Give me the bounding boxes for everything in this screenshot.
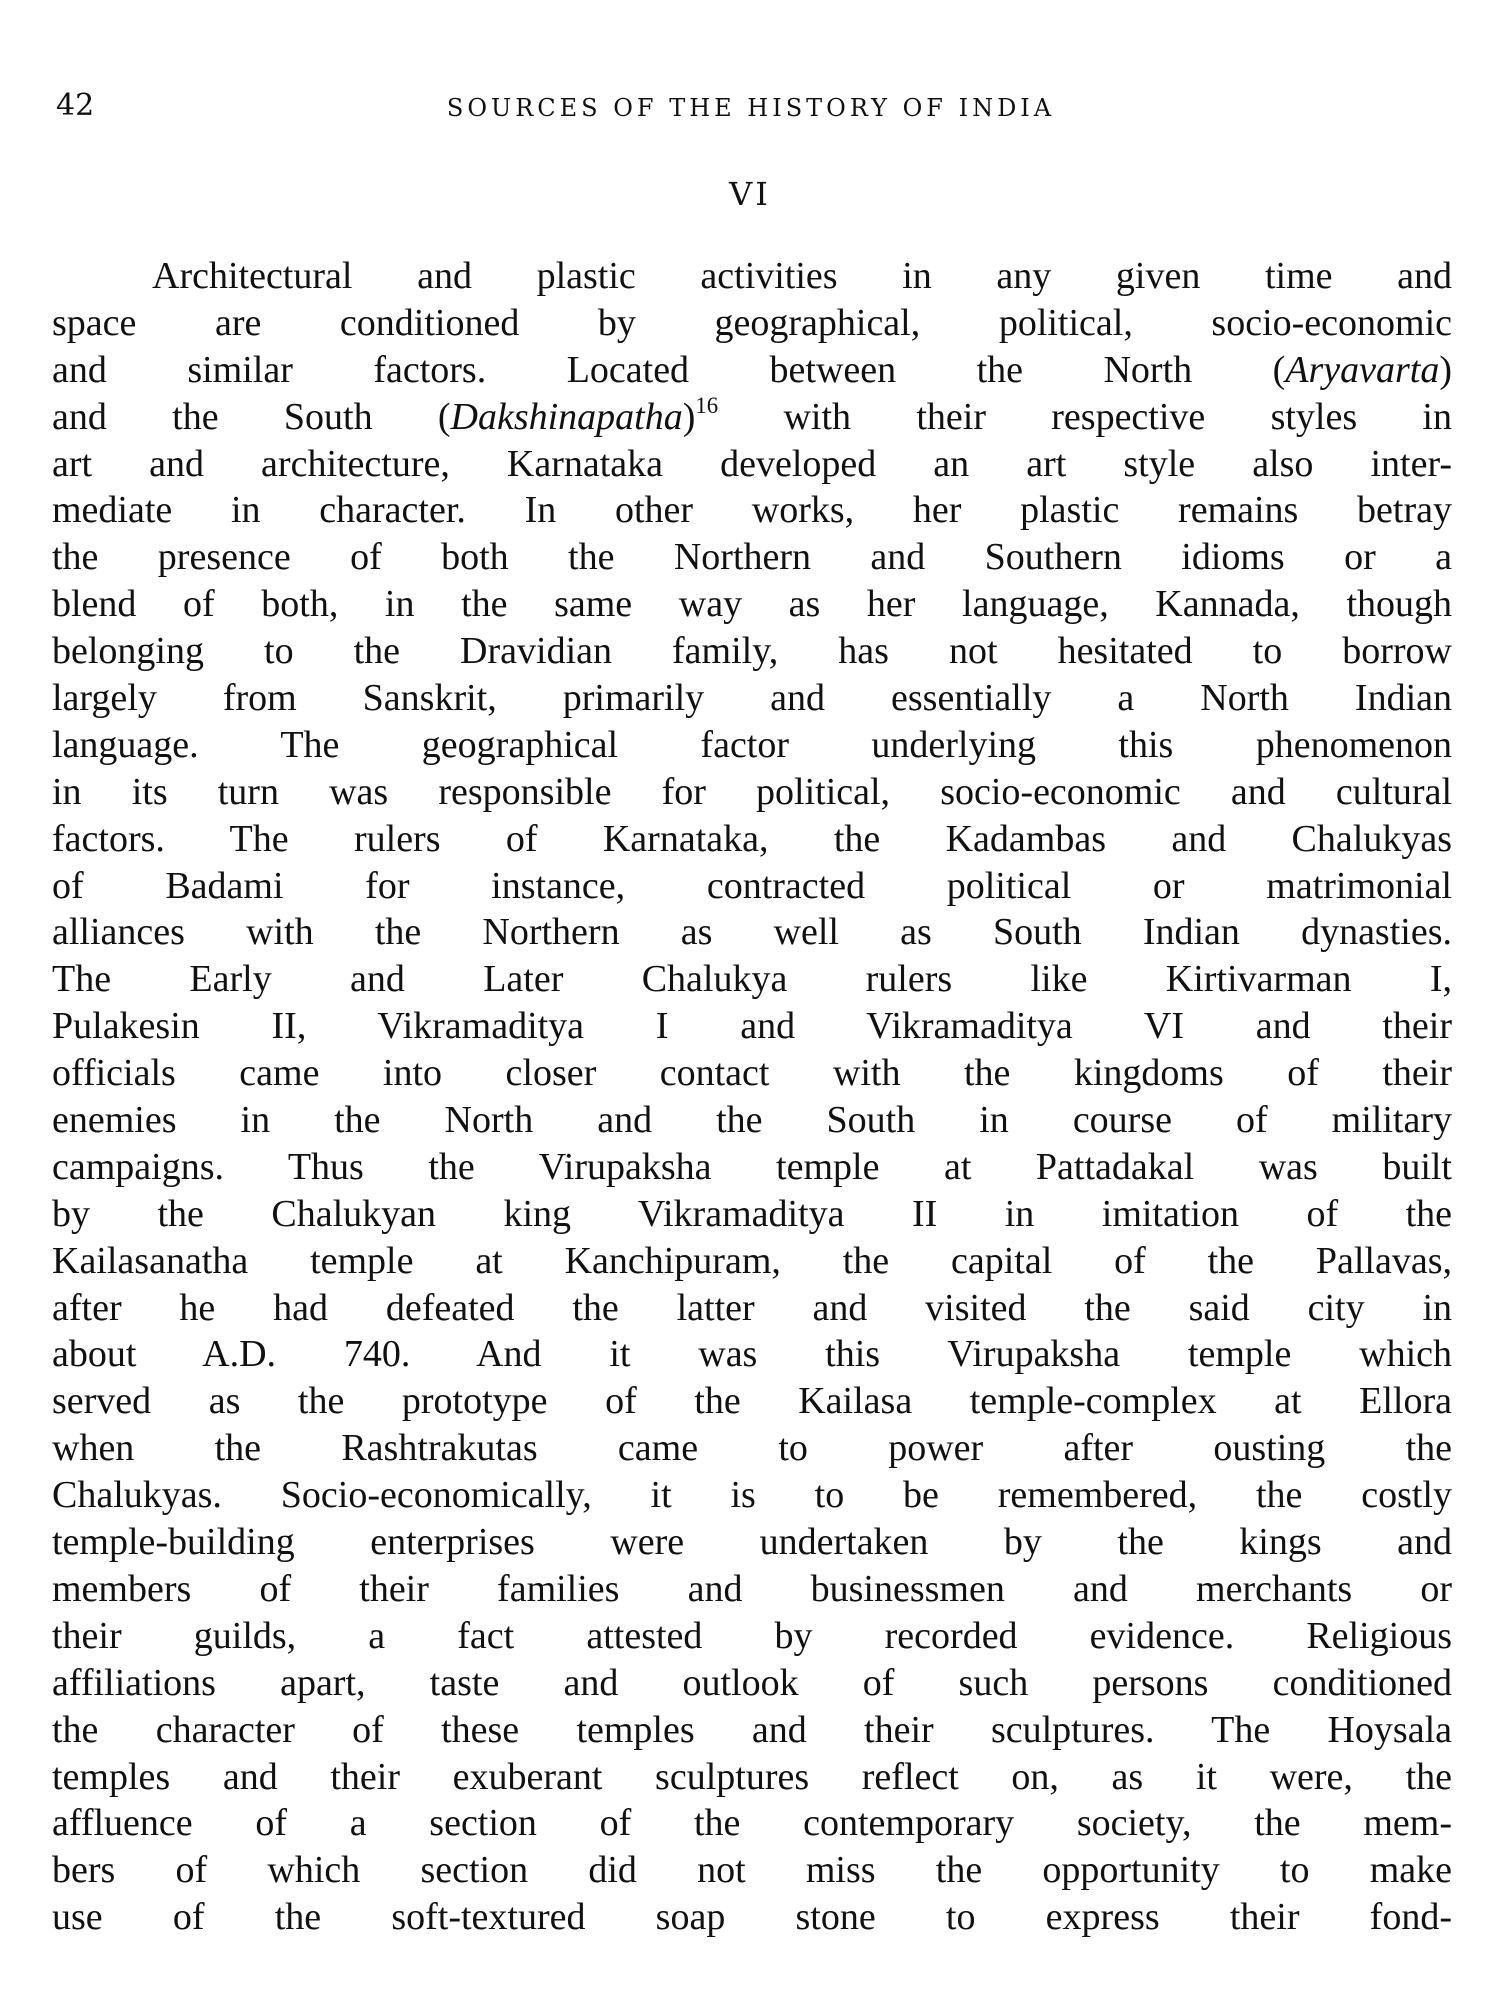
text-line: Pulakesin II, Vikramaditya I and Vikramaditya VI and their	[52, 1005, 1452, 1048]
text-line: temple-building enterprises were undertaken by the kings and	[52, 1521, 1452, 1564]
text-line: mediate in character. In other works, her plastic remains betray	[52, 489, 1452, 532]
text-line: The Early and Later Chalukya rulers like Kirtivarman I,	[52, 958, 1452, 1001]
text-line: factors. The rulers of Karnataka, the Kadambas and Chalukyas	[52, 817, 1452, 860]
text-line: the presence of both the Northern and Southern idioms or a	[52, 536, 1452, 579]
text-line: blend of both, in the same way as her language, Kannada, though	[52, 583, 1452, 626]
text-line: art and architecture, Karnataka developed an art style also inter-	[52, 442, 1452, 485]
text-line: belonging to the Dravidian family, has not hesitated to borrow	[52, 630, 1452, 673]
running-head: SOURCES OF THE HISTORY OF INDIA	[446, 94, 1056, 122]
text-line: affluence of a section of the contemporary society, the mem-	[52, 1802, 1452, 1845]
text-line: after he had defeated the latter and visited the said city in	[52, 1286, 1452, 1329]
section-number: VI	[729, 175, 771, 213]
text-line: largely from Sanskrit, primarily and essentially a North Indian	[52, 677, 1452, 720]
text-line: the character of these temples and their sculptures. The Hoysala	[52, 1708, 1452, 1751]
text-line: when the Rashtrakutas came to power after ousting the	[52, 1427, 1452, 1470]
text-line: campaigns. Thus the Virupaksha temple at Pattadakal was built	[52, 1145, 1452, 1188]
text-line: bers of which section did not miss the opportunity to make	[52, 1849, 1452, 1892]
text-line: in its turn was responsible for political, socio-economic and cultural	[52, 770, 1452, 813]
page-number: 42	[56, 88, 95, 123]
text-line: and similar factors. Located between the North (Aryavarta)	[52, 348, 1452, 391]
text-line: temples and their exuberant sculptures reflect on, as it were, the	[52, 1755, 1452, 1798]
body-paragraph	[52, 253, 1452, 1941]
text-line: affiliations apart, taste and outlook of such persons conditioned	[52, 1661, 1452, 1704]
text-line: alliances with the Northern as well as South Indian dynasties.	[52, 911, 1452, 954]
text-line: about A.D. 740. And it was this Virupaksha temple which	[52, 1333, 1452, 1376]
text-line: members of their families and businessmen and merchants or	[52, 1567, 1452, 1610]
text-line: served as the prototype of the Kailasa temple-complex at Ellora	[52, 1380, 1452, 1423]
text-line: use of the soft-textured soap stone to express their fond-	[52, 1896, 1452, 1939]
text-line: space are conditioned by geographical, political, socio-economic	[52, 301, 1452, 344]
text-line: by the Chalukyan king Vikramaditya II in imitation of the	[52, 1192, 1452, 1235]
text-line: language. The geographical factor underlying this phenomenon	[52, 723, 1452, 766]
text-line: Kailasanatha temple at Kanchipuram, the capital of the Pallavas,	[52, 1239, 1452, 1282]
text-line: Chalukyas. Socio-economically, it is to be remembered, the costly	[52, 1474, 1452, 1517]
text-line: and the South (Dakshinapatha)$^{16}$ with their respective styles in	[52, 392, 1452, 438]
text-line: of Badami for instance, contracted political or matrimonial	[52, 864, 1452, 907]
text-line: their guilds, a fact attested by recorded evidence. Religious	[52, 1614, 1452, 1657]
page-header	[56, 86, 1446, 126]
text-line: enemies in the North and the South in course of military	[52, 1099, 1452, 1142]
text-line: officials came into closer contact with the kingdoms of their	[52, 1052, 1452, 1095]
text-line: Architectural and plastic activities in any given time and	[152, 255, 1452, 297]
